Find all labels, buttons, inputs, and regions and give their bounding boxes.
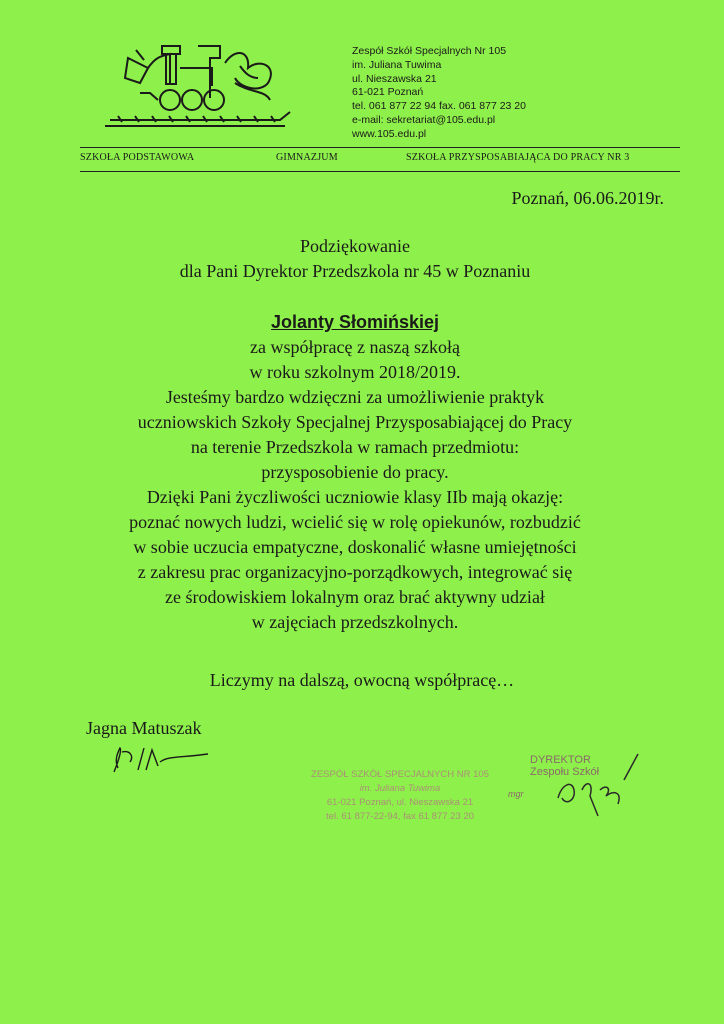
school-street: ul. Nieszawska 21 [352,72,437,85]
body-line: w zajęciach przedszkolnych. [251,612,459,632]
school-email[interactable]: e-mail: sekretariat@105.edu.pl [352,113,496,126]
stamp-line: 61-021 Poznań, ul. Nieszawska 21 [326,797,474,808]
director-stamp-title: DYREKTOR [530,754,591,766]
director-stamp-school: Zespołu Szkół [530,766,600,778]
school-address-block [352,45,526,142]
stamp-line: tel. 61 877-22-94, fax 61 877 23 20 [326,811,474,822]
body-line: za współpracę z naszą szkołą [250,337,460,357]
body-line: Dzięki Pani życzliwości uczniowie klasy IIb mają okazję: [146,487,564,507]
school-website[interactable]: www.105.edu.pl [352,127,427,140]
header-rule-top [80,147,680,148]
body-line: Jesteśmy bardzo wdzięczni za umożliwienie praktyk [165,387,545,407]
letter-date: Poznań, 06.06.2019r. [511,188,664,208]
signer-name: Jagna Matuszak [86,718,202,738]
body-line: poznać nowych ludzi, wcielić się w rolę opiekunów, rozbudzić [129,512,581,532]
school-name: Zespół Szkół Specjalnych Nr 105 [352,45,507,57]
handwritten-signature-right [528,740,658,820]
school-stamp [300,768,500,824]
stamp-line: im. Juliana Tuwima [359,783,441,794]
division-gimnazjum: GIMNAZJUM [276,152,338,163]
school-phone: tel. 061 877 22 94 fax. 061 877 23 20 [352,100,526,113]
director-stamp-degree: mgr [508,789,524,799]
stamp-line: ZESPÓŁ SZKÓŁ SPECJALNYCH NR 105 [311,769,489,780]
closing-line: Liczymy na dalszą, owocną współpracę… [209,670,515,690]
letter-addressee: dla Pani Dyrektor Przedszkola nr 45 w Poznaniu [179,261,531,281]
body-line: z zakresu prac organizacyjno-porządkowych, integrować się [137,562,573,582]
body-line: przysposobienie do pracy. [261,462,449,482]
division-primary: SZKOŁA PODSTAWOWA [80,152,195,163]
school-patron: im. Juliana Tuwima [352,58,442,71]
handwritten-signature-left [108,742,218,778]
letter-body [60,234,650,635]
division-vocational: SZKOŁA PRZYSPOSABIAJĄCA DO PRACY NR 3 [406,152,630,163]
school-divisions [80,152,680,168]
school-city: 61-021 Poznań [352,86,424,99]
header-rule-bottom [80,171,680,172]
body-line: uczniowskich Szkoły Specjalnej Przysposabiającej do Pracy [137,412,573,432]
body-line: ze środowiskiem lokalnym oraz brać aktywny udział [165,587,545,607]
body-line: na terenie Przedszkola w ramach przedmiotu: [190,437,520,457]
body-line: w roku szkolnym 2018/2019. [249,362,461,382]
school-logo [100,38,300,133]
letter-title: Podziękowanie [300,236,410,256]
recipient-name: Jolanty Słomińskiej [270,312,440,332]
body-line: w sobie uczucia empatyczne, doskonalić własne umiejętności [133,537,577,557]
